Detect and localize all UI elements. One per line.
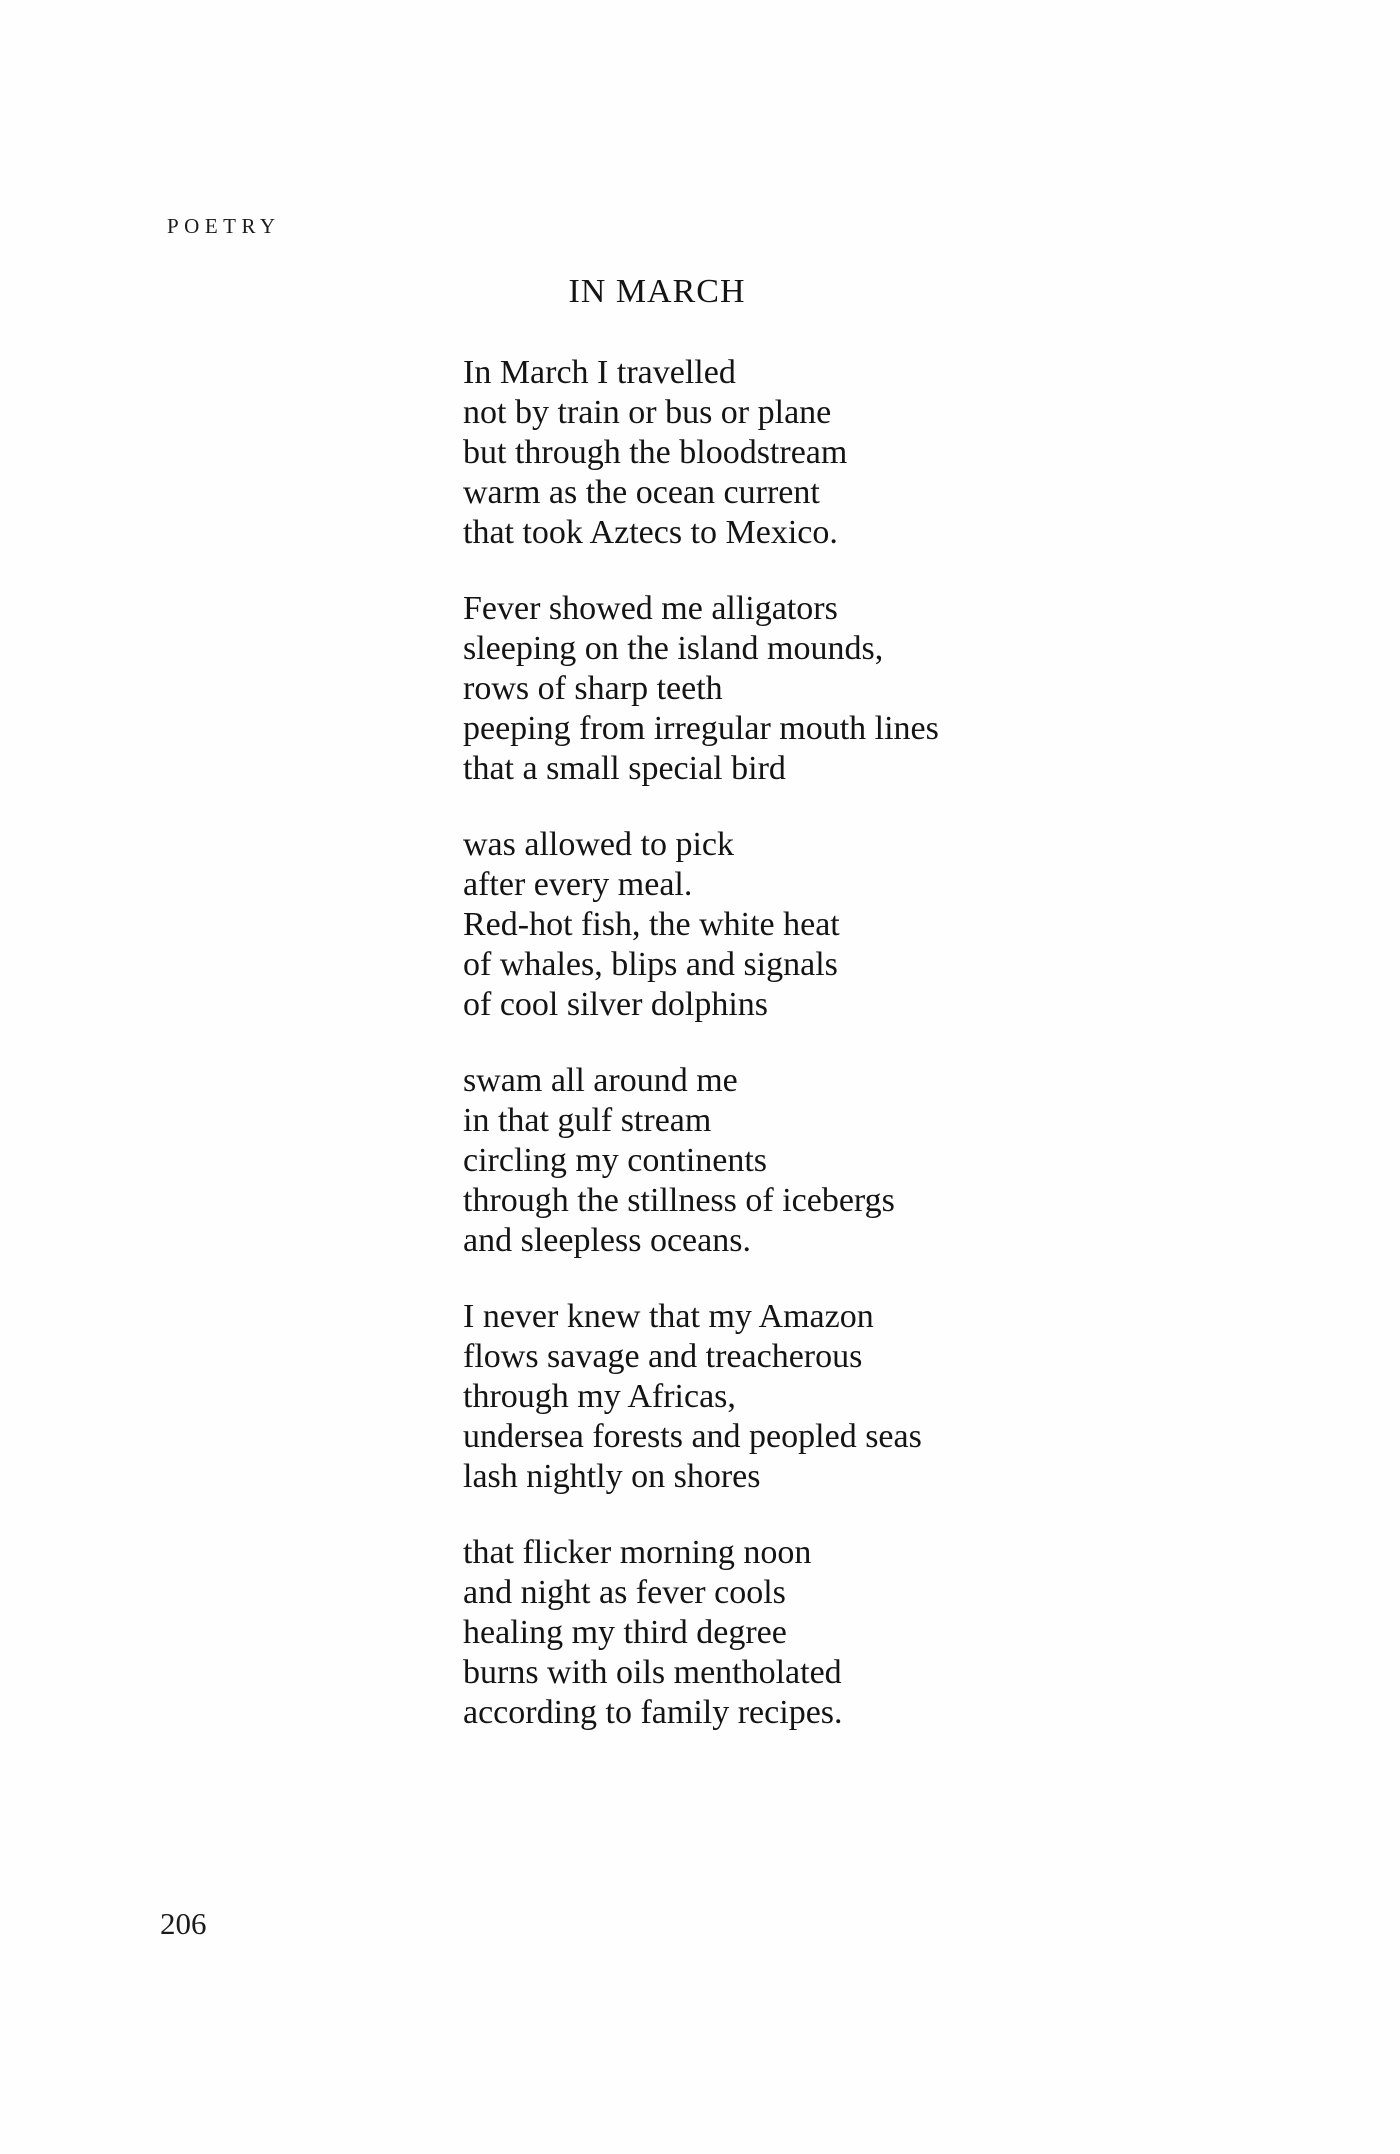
poem-line: undersea forests and peopled seas — [463, 1418, 922, 1455]
poem-line: lash nightly on shores — [463, 1458, 761, 1495]
poem-line: warm as the ocean current — [463, 474, 820, 511]
poem-line: circling my continents — [463, 1142, 768, 1179]
poem-line: In March I travelled — [463, 354, 736, 391]
poem-line: healing my third degree — [463, 1614, 787, 1651]
poem-line: that a small special bird — [463, 750, 786, 787]
poem-line: burns with oils mentholated — [463, 1654, 842, 1691]
poem-line: of whales, blips and signals — [463, 946, 838, 983]
poem-line: Red-hot fish, the white heat — [463, 906, 840, 943]
poem-line: sleeping on the island mounds, — [463, 630, 884, 667]
poem-stanza-3 — [463, 825, 939, 1025]
poem-title-row — [177, 272, 1137, 312]
poem-line: and sleepless oceans. — [463, 1222, 751, 1259]
poem-line: according to family recipes. — [463, 1694, 843, 1731]
running-header: POETRY — [167, 214, 281, 238]
poem-line: and night as fever cools — [463, 1574, 786, 1611]
poem-line: after every meal. — [463, 866, 693, 903]
poem-line: that took Aztecs to Mexico. — [463, 514, 838, 551]
poem-line: of cool silver dolphins — [463, 986, 769, 1023]
poem-line: I never knew that my Amazon — [463, 1298, 874, 1335]
poem-line: that flicker morning noon — [463, 1534, 812, 1571]
poem-line: peeping from irregular mouth lines — [463, 710, 939, 747]
poem-line: rows of sharp teeth — [463, 670, 723, 707]
poem-line: Fever showed me alligators — [463, 590, 838, 627]
poem-stanza-1 — [463, 353, 939, 553]
poem-line: not by train or bus or plane — [463, 394, 832, 431]
poem-stanza-5 — [463, 1297, 939, 1497]
poem-body — [463, 353, 939, 1733]
poem-stanza-6 — [463, 1533, 939, 1733]
poem-line: through my Africas, — [463, 1378, 736, 1415]
poem-stanza-4 — [463, 1061, 939, 1261]
poem-line: but through the bloodstream — [463, 434, 848, 471]
poem-stanza-2 — [463, 589, 939, 789]
poem-title: IN MARCH — [568, 273, 746, 310]
poem-line: flows savage and treacherous — [463, 1338, 863, 1375]
poem-line: was allowed to pick — [463, 826, 734, 863]
page-number: 206 — [160, 1906, 207, 1941]
poem-line: in that gulf stream — [463, 1102, 712, 1139]
poem-line: swam all around me — [463, 1062, 738, 1099]
poem-line: through the stillness of icebergs — [463, 1182, 895, 1219]
